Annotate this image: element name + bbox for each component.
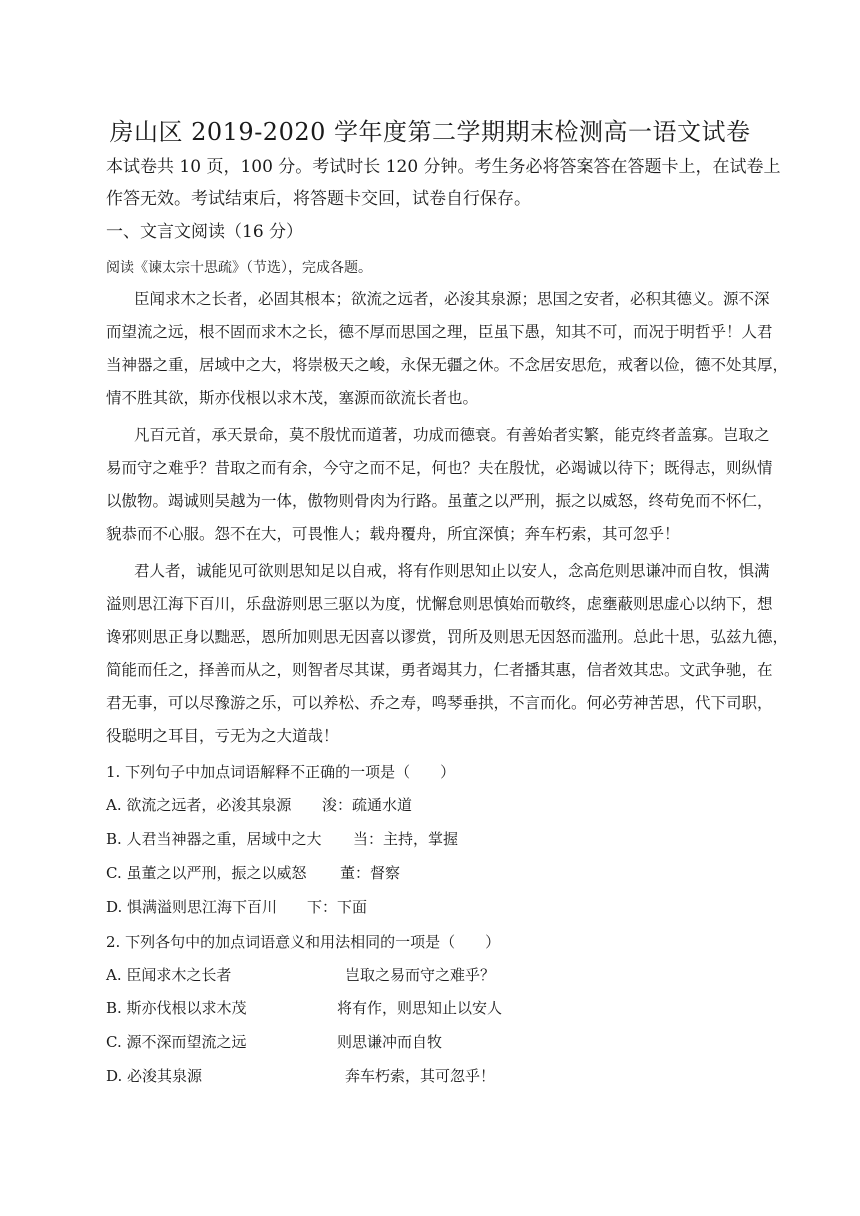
- passage-line: 而望流之远，根不固而求木之长，德不厚而思国之理，臣虽下愚，知其不可，而况于明哲乎！人君: [106, 323, 773, 341]
- intro-line: 本试卷共 10 页，100 分。考试时长 120 分钟。考生务必将答案答在答题卡上，在试卷上: [106, 157, 781, 177]
- q1-option-a-gloss: 浚：疏通水道: [322, 796, 413, 814]
- passage-line: 凡百元首，承天景命，莫不殷忧而道著，功成而德衰。有善始者实繁，能克终者盖寡。岂取之: [134, 426, 770, 444]
- passage-line: 情不胜其欲，斯亦伐根以求木茂，塞源而欲流长者也。: [106, 389, 479, 407]
- q1-option-b-gloss: 当：主持，掌握: [353, 830, 459, 848]
- q2-option-d: D. 必浚其泉源: [106, 1067, 203, 1085]
- q1-option-b: B. 人君当神器之重，居域中之大: [106, 830, 322, 848]
- q2-option-d-right: 奔车朽索，其可忽乎！: [345, 1067, 496, 1085]
- q1-option-a: A. 欲流之远者，必浚其泉源: [106, 796, 292, 814]
- q1-option-c-gloss: 董：督察: [340, 864, 401, 882]
- passage-line: 当神器之重，居域中之大，将崇极天之峻，永保无疆之休。不念居安思危，戒奢以俭，德不处其厚，: [106, 356, 789, 374]
- passage-line: 臣闻求木之长者，必固其根本；欲流之远者，必浚其泉源；思国之安者，必积其德义。源不深: [134, 290, 770, 308]
- q2-option-a-right: 岂取之易而守之难乎？: [345, 966, 496, 984]
- question-1-stem: 1. 下列句子中加点词语解释不正确的一项是（ ）: [106, 763, 456, 781]
- passage-line: 役聪明之耳目，亏无为之大道哉！: [106, 727, 339, 745]
- passage-line: 君人者，诚能见可欲则思知足以自戒，将有作则思知止以安人，念高危则思谦冲而自牧，惧满: [134, 562, 770, 580]
- question-2-stem: 2. 下列各句中的加点词语意义和用法相同的一项是（ ）: [106, 933, 501, 951]
- page-title: 房山区 2019-2020 学年度第二学期期末检测高一语文试卷: [109, 118, 751, 146]
- q2-option-a: A. 臣闻求木之长者: [106, 966, 232, 984]
- q2-option-c: C. 源不深而望流之远: [106, 1033, 247, 1051]
- reading-instruction: 阅读《谏太宗十思疏》（节选），完成各题。: [106, 260, 372, 276]
- passage-line: 以傲物。竭诚则吴越为一体，傲物则骨肉为行路。虽董之以严刑，振之以威怒，终苟免而不怀仁，: [106, 492, 773, 510]
- passage-line: 简能而任之，择善而从之，则智者尽其谋，勇者竭其力，仁者播其惠，信者效其忠。文武争驰，在: [106, 661, 773, 679]
- passage-line: 易而守之难乎？昔取之而有余，今守之而不足，何也？夫在殷忧，必竭诚以待下；既得志，则纵情: [106, 459, 773, 477]
- q2-option-b: B. 斯亦伐根以求木茂: [106, 999, 247, 1017]
- passage-line: 谗邪则思正身以黜恶，恩所加则思无因喜以谬赏，罚所及则思无因怒而滥刑。总此十思，弘兹九德，: [106, 628, 789, 646]
- q2-option-b-right: 将有作，则思知止以安人: [337, 999, 503, 1017]
- section-heading: 一、文言文阅读（16 分）: [106, 222, 304, 242]
- intro-line: 作答无效。考试结束后，将答题卡交回，试卷自行保存。: [106, 189, 531, 209]
- q2-option-c-right: 则思谦冲而自牧: [337, 1033, 443, 1051]
- passage-line: 君无事，可以尽豫游之乐，可以养松、乔之寿，鸣琴垂拱，不言而化。何必劳神苦思，代下司职，: [106, 694, 773, 712]
- q1-option-d-gloss: 下：下面: [307, 898, 368, 916]
- q1-option-c: C. 虽董之以严刑，振之以威怒: [106, 864, 307, 882]
- passage-line: 貌恭而不心服。怨不在大，可畏惟人；载舟覆舟，所宜深慎；奔车朽索，其可忽乎！: [106, 525, 680, 543]
- passage-line: 溢则思江海下百川，乐盘游则思三驱以为度，忧懈怠则思慎始而敬终，虑壅蔽则思虚心以纳下，想: [106, 595, 773, 613]
- q1-option-d: D. 惧满溢则思江海下百川: [106, 898, 278, 916]
